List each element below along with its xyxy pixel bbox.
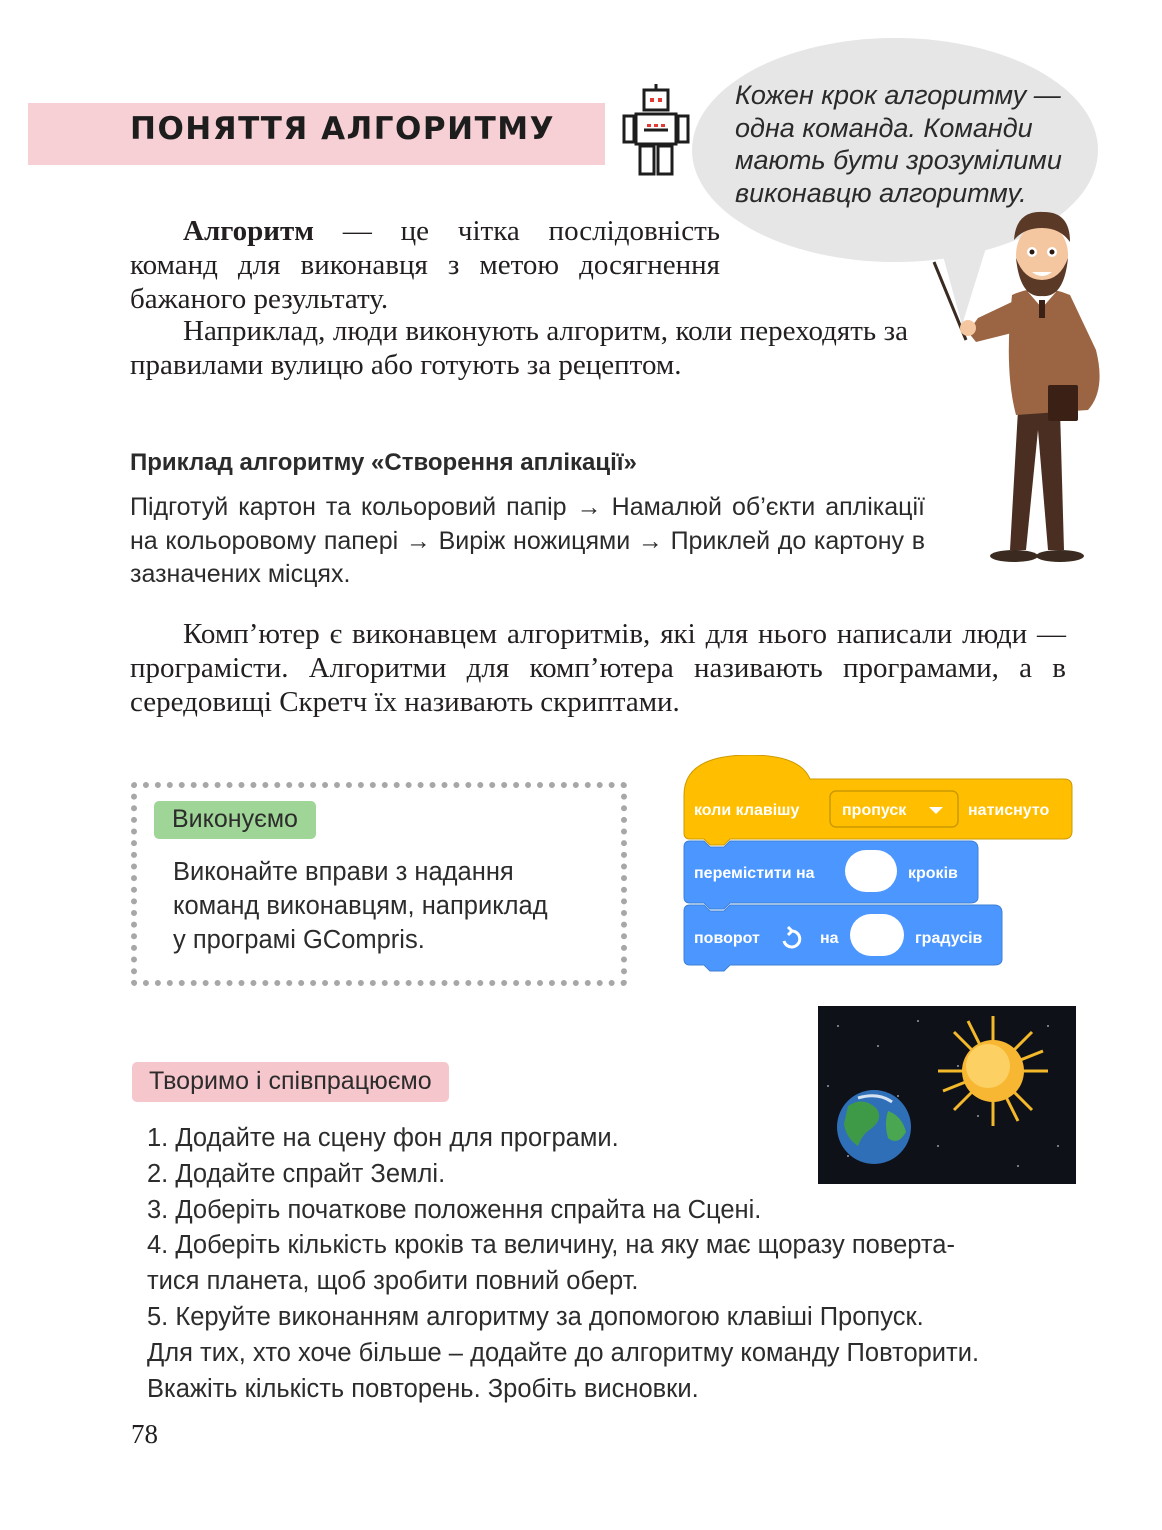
computer-paragraph: Комп’ютер є виконавцем алгоритмів, які для нього написали люди — програмісти. Алгоритми для комп’ютера називають програмами, а в середовищі Скретч їх називають скриптами. (130, 618, 1066, 718)
collab-badge: Творимо і співпрацюємо (132, 1062, 449, 1102)
definition-text: — це чітка послідовність команд для виконавця з метою досягнення бажаного результату. (130, 215, 720, 315)
example-steps: Підготуй картон та кольоровий папір → Намалюй об’єкти аплікації на кольоровому папері → Виріж ножицями → Приклей до картону в зазначених місцях. (130, 493, 926, 588)
list-item: Вкажіть кількість повторень. Зробіть висновки. (147, 1374, 699, 1403)
list-item: 2. Додайте спрайт Землі. (147, 1159, 446, 1188)
definition-term: Алгоритм (183, 215, 314, 247)
key-dropdown-value: пропуск (842, 802, 907, 819)
scratch-script (680, 755, 1080, 985)
page-title: ПОНЯТТЯ АЛГОРИТМУ (130, 111, 555, 147)
list-item: 1. Додайте на сцену фон для програми. (147, 1124, 619, 1152)
hat-label-before: коли клавішу (694, 802, 800, 819)
turn-label-before: поворот (694, 930, 760, 947)
list-item: 4. Доберіть кількість кроків та величину, на яку має щоразу поверта- (147, 1231, 955, 1260)
turn-label-mid: на (820, 930, 839, 947)
turn-label-after: градусів (915, 930, 983, 947)
page-number: 78 (131, 1419, 158, 1449)
robot-icon (620, 84, 692, 180)
steps-input[interactable] (845, 850, 897, 892)
teacher-illustration (920, 200, 1120, 570)
example-heading: Приклад алгоритму «Створення аплікації» (130, 449, 637, 476)
do-box-text: Виконайте вправи з надання команд виконавцям, наприклад у програмі GCompris. (173, 858, 548, 954)
list-item: 3. Доберіть початкове положення спрайта на Сцені. (147, 1195, 762, 1224)
arrow-icon: → (576, 493, 602, 521)
do-badge: Виконуємо (154, 801, 316, 839)
move-label-before: перемістити на (694, 865, 815, 882)
list-item: 5. Керуйте виконанням алгоритму за допомогою клавіші Пропуск. (147, 1302, 924, 1331)
collab-steps-list (147, 1121, 1077, 1407)
hat-label-after: натиснуто (968, 802, 1050, 819)
speech-bubble-text: Кожен крок алгоритму — одна команда. Команди мають бути зрозумілими виконавцю алгоритму. (735, 80, 1062, 208)
list-item: Для тих, хто хоче більше – додайте до алгоритму команду Повторити. (147, 1338, 980, 1367)
arrow-icon: → (405, 526, 431, 555)
degrees-input[interactable] (850, 914, 904, 956)
list-item: тися планета, щоб зробити повний оберт. (147, 1267, 639, 1296)
arrow-icon: → (637, 526, 663, 555)
move-label-after: кроків (908, 865, 958, 882)
definition-paragraph (130, 214, 720, 316)
example-paragraph: Наприклад, люди виконують алгоритм, коли переходять за правилами вулицю або готують за рецептом. (130, 315, 908, 381)
